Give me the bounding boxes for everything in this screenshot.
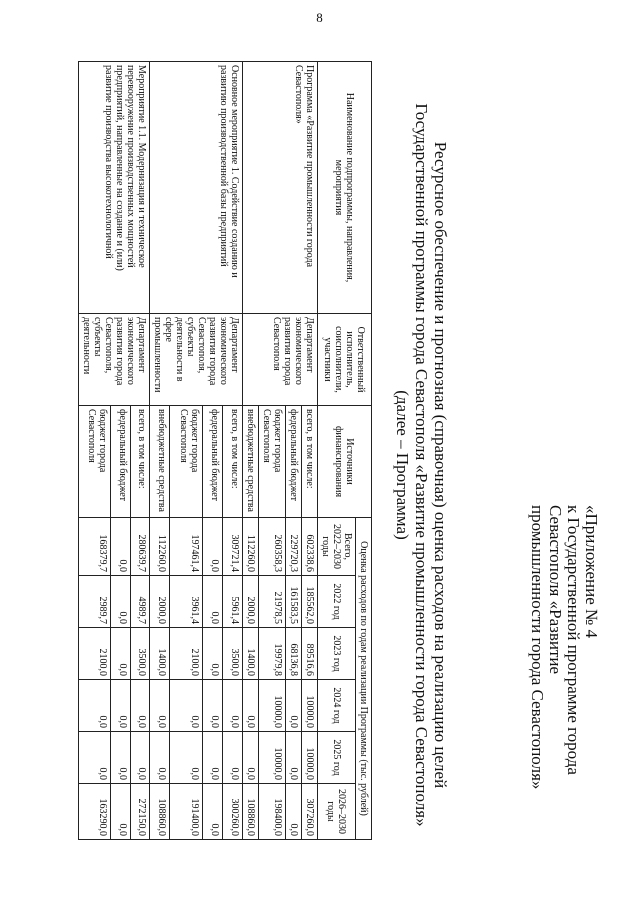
amount-cell: 0,0: [111, 732, 130, 784]
amount-cell: 185562,0: [302, 576, 318, 628]
table-row: [302, 62, 318, 840]
table-body: [79, 62, 318, 840]
amount-cell: 309721,4: [223, 518, 243, 576]
amount-cell: 191400,0: [169, 784, 202, 840]
rotated-page-content: [20, 35, 600, 895]
amount-cell: 3961,4: [169, 576, 202, 628]
amount-cell: 21978,5: [259, 576, 286, 628]
header-name: Наименование подпрограммы, направления, мероприятия: [318, 62, 372, 314]
amount-cell: 0,0: [111, 680, 130, 732]
amount-cell: 0,0: [286, 680, 302, 732]
amount-cell: 2100,0: [79, 628, 112, 680]
header-year: 2026–2030 годы: [318, 784, 356, 840]
executor-cell: Департамент экономического развития города Севастополя, субъекты деятельности: [79, 314, 150, 406]
measure-name-cell: Программа «Развитие промышленности города Севастополя»: [243, 62, 318, 314]
title-line: Государственной программы города Севастополя «Развитие промышленности города Севастополя»: [412, 103, 431, 827]
amount-cell: 0,0: [203, 680, 223, 732]
resource-table: [78, 61, 372, 840]
funding-source-cell: бюджет города Севастополя: [259, 406, 286, 518]
amount-cell: 4989,7: [130, 576, 149, 628]
amount-cell: 2100,0: [169, 628, 202, 680]
title-line: Ресурсное обеспечение и прогнозная (справочная) оценка расходов на реализацию целей: [431, 141, 450, 789]
amount-cell: 272150,0: [130, 784, 149, 840]
amount-cell: 300260,0: [223, 784, 243, 840]
amount-cell: 0,0: [79, 732, 112, 784]
page-number: 8: [316, 10, 323, 25]
amount-cell: 0,0: [130, 732, 149, 784]
amount-cell: 602338,6: [302, 518, 318, 576]
amount-cell: 0,0: [286, 784, 302, 840]
header-executor: Ответственный исполнитель, соисполнители, участники: [318, 314, 372, 406]
appendix-line: Севастополя «Развитие: [546, 505, 565, 675]
amount-cell: 198400,0: [259, 784, 286, 840]
amount-cell: 3500,0: [223, 628, 243, 680]
header-estimate: Оценка расходов по годам реализации Программы (тыс. рублей): [356, 518, 372, 840]
title-line: (далее – Программа): [393, 390, 412, 540]
amount-cell: 0,0: [223, 680, 243, 732]
amount-cell: 0,0: [169, 680, 202, 732]
amount-cell: 0,0: [203, 576, 223, 628]
document-title: [393, 35, 450, 895]
amount-cell: 19979,8: [259, 628, 286, 680]
amount-cell: 108860,0: [243, 784, 259, 840]
amount-cell: 0,0: [150, 680, 170, 732]
amount-cell: 108860,0: [150, 784, 170, 840]
funding-source-cell: внебюджетные средства: [150, 406, 170, 518]
amount-cell: 68136,8: [286, 628, 302, 680]
amount-cell: 0,0: [111, 628, 130, 680]
amount-cell: 10000,0: [302, 732, 318, 784]
amount-cell: 0,0: [203, 628, 223, 680]
funding-source-cell: всего, в том числе:: [130, 406, 149, 518]
measure-name-cell: Мероприятие 1.1. Модернизация и техническое перевооружение производственных мощностей предприятий, направленные на создание и (или) развитие производства высокотехнологичной: [79, 62, 150, 314]
executor-cell: Департамент экономического развития города Севастополя, субъекты деятельности в сфере промышленности: [150, 314, 243, 406]
header-year: 2022 год: [318, 576, 356, 628]
amount-cell: 197461,4: [169, 518, 202, 576]
amount-cell: 89516,6: [302, 628, 318, 680]
funding-source-cell: всего, в том числе:: [302, 406, 318, 518]
amount-cell: 0,0: [111, 576, 130, 628]
amount-cell: 3500,0: [130, 628, 149, 680]
amount-cell: 10000,0: [302, 680, 318, 732]
amount-cell: 10000,0: [259, 680, 286, 732]
amount-cell: 168379,7: [79, 518, 112, 576]
executor-cell: Департамент экономического развития города Севастополя: [243, 314, 318, 406]
amount-cell: 0,0: [243, 680, 259, 732]
amount-cell: 0,0: [79, 680, 112, 732]
table-row: [130, 62, 149, 840]
amount-cell: 0,0: [111, 518, 130, 576]
amount-cell: 0,0: [286, 732, 302, 784]
appendix-heading: [528, 505, 600, 845]
measure-name-cell: Основное мероприятие 1. Содействие созданию и развитию производственной базы предприятий: [150, 62, 243, 314]
amount-cell: 0,0: [223, 732, 243, 784]
amount-cell: 0,0: [203, 784, 223, 840]
amount-cell: 0,0: [150, 732, 170, 784]
table-row: [223, 62, 243, 840]
header-year: 2025 год: [318, 732, 356, 784]
amount-cell: 0,0: [169, 732, 202, 784]
amount-cell: 161583,5: [286, 576, 302, 628]
amount-cell: 0,0: [130, 680, 149, 732]
funding-source-cell: бюджет города Севастополя: [169, 406, 202, 518]
funding-source-cell: федеральный бюджет: [286, 406, 302, 518]
amount-cell: 307260,0: [302, 784, 318, 840]
funding-source-cell: внебюджетные средства: [243, 406, 259, 518]
amount-cell: 2989,7: [79, 576, 112, 628]
header-source: Источники финансирования: [318, 406, 372, 518]
header-year: 2023 год: [318, 628, 356, 680]
amount-cell: 0,0: [203, 518, 223, 576]
funding-source-cell: всего, в том числе:: [223, 406, 243, 518]
funding-source-cell: бюджет города Севастополя: [79, 406, 112, 518]
appendix-line: «Приложение № 4: [582, 505, 601, 638]
amount-cell: 260358,3: [259, 518, 286, 576]
amount-cell: 2000,0: [243, 576, 259, 628]
funding-source-cell: федеральный бюджет: [203, 406, 223, 518]
amount-cell: 0,0: [203, 732, 223, 784]
header-year: Всего, 2022–2030 годы: [318, 518, 356, 576]
amount-cell: 2000,0: [150, 576, 170, 628]
amount-cell: 229720,3: [286, 518, 302, 576]
appendix-line: к Государственной программе города: [564, 505, 583, 775]
amount-cell: 163290,0: [79, 784, 112, 840]
amount-cell: 5961,4: [223, 576, 243, 628]
funding-source-cell: федеральный бюджет: [111, 406, 130, 518]
amount-cell: 0,0: [111, 784, 130, 840]
amount-cell: 0,0: [243, 732, 259, 784]
amount-cell: 280639,7: [130, 518, 149, 576]
amount-cell: 112260,0: [150, 518, 170, 576]
amount-cell: 1400,0: [150, 628, 170, 680]
amount-cell: 1400,0: [243, 628, 259, 680]
amount-cell: 10000,0: [259, 732, 286, 784]
amount-cell: 112260,0: [243, 518, 259, 576]
header-year: 2024 год: [318, 680, 356, 732]
appendix-line: промышленности города Севастополя»: [528, 505, 547, 790]
